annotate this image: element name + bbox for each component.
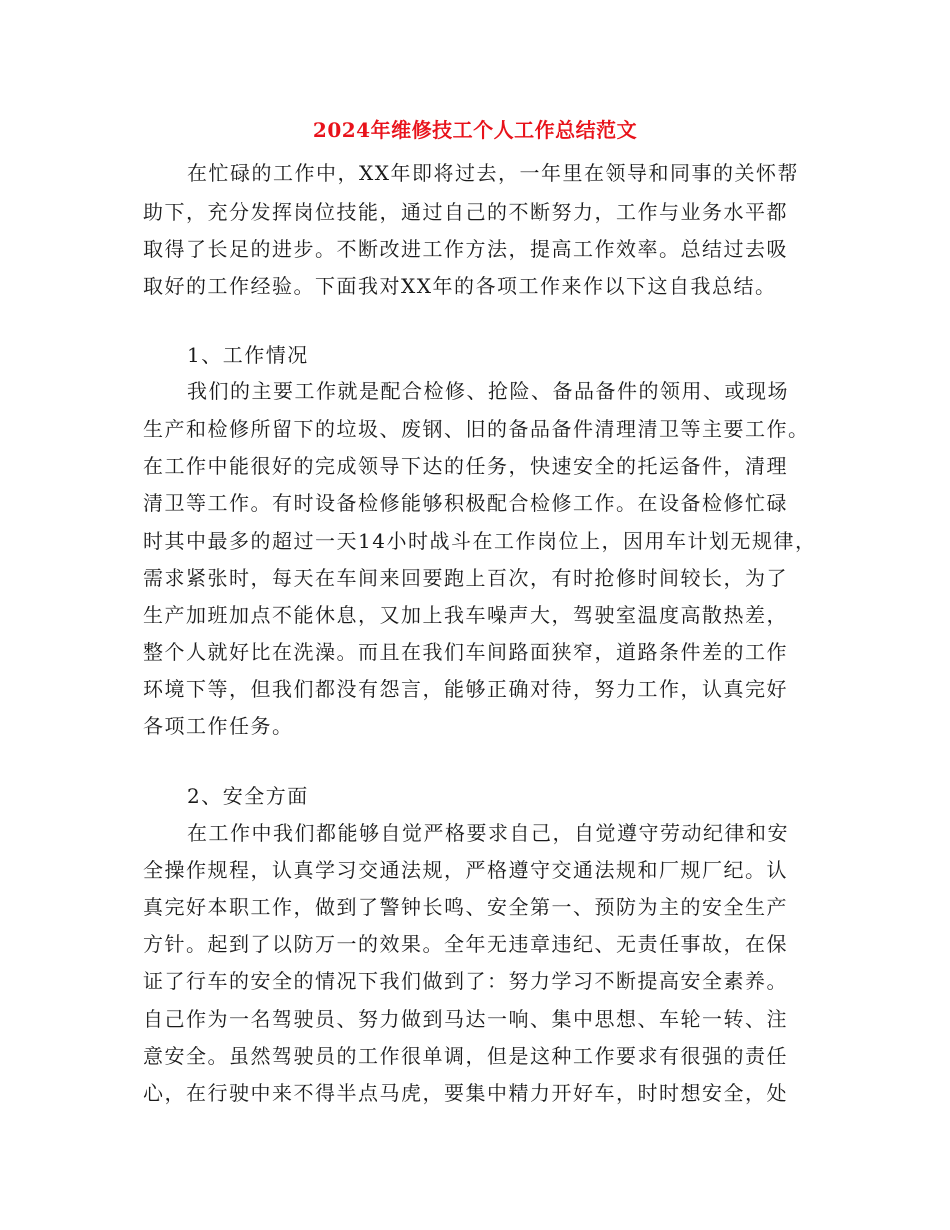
section2-line: 心，在行驶中来不得半点马虎，要集中精力开好车，时时想安全，处 [143, 1081, 788, 1105]
intro-line-3: 取得了长足的进步。不断改进工作方法，提高工作效率。总结过去吸 [143, 237, 788, 261]
section1-line: 生产和检修所留下的垃圾、废钢、旧的备品备件清理清卫等主要工作。 [143, 417, 810, 441]
intro-line-2: 助下，充分发挥岗位技能，通过自己的不断努力，工作与业务水平都 [143, 200, 788, 224]
section2-line: 在工作中我们都能够自觉严格要求自己，自觉遵守劳动纪律和安 [187, 821, 789, 845]
section1-line: 我们的主要工作就是配合检修、抢险、备品备件的领用、或现场 [187, 379, 789, 403]
intro-line-1: 在忙碌的工作中，XX年即将过去，一年里在领导和同事的关怀帮 [187, 161, 799, 185]
section1-line: 整个人就好比在洗澡。而且在我们车间路面狭窄，道路条件差的工作 [143, 640, 788, 664]
section1-line: 需求紧张时，每天在车间来回要跑上百次，有时抢修时间较长，为了 [143, 566, 788, 590]
section1-line: 在工作中能很好的完成领导下达的任务，快速安全的托运备件，清理 [143, 454, 788, 478]
section2-heading: 2、安全方面 [187, 784, 309, 808]
section1-line: 各项工作任务。 [143, 714, 294, 738]
section2-line: 意安全。虽然驾驶员的工作很单调，但是这种工作要求有很强的责任 [143, 1044, 788, 1068]
section1-heading: 1、工作情况 [187, 343, 309, 367]
section1-line: 环境下等，但我们都没有怨言，能够正确对待，努力工作，认真完好 [143, 677, 788, 701]
section1-line: 时其中最多的超过一天14小时战斗在工作岗位上，因用车计划无规律， [143, 529, 817, 553]
section2-line: 证了行车的安全的情况下我们做到了：努力学习不断提高安全素养。 [143, 969, 788, 993]
intro-line-4: 取好的工作经验。下面我对XX年的各项工作来作以下这自我总结。 [143, 274, 777, 298]
section2-line: 自己作为一名驾驶员、努力做到马达一响、集中思想、车轮一转、注 [143, 1007, 788, 1031]
section1-line: 清卫等工作。有时设备检修能够积极配合检修工作。在设备检修忙碌 [143, 491, 788, 515]
section2-line: 真完好本职工作，做到了警钟长鸣、安全第一、预防为主的安全生产 [143, 895, 788, 919]
section2-line: 全操作规程，认真学习交通法规，严格遵守交通法规和厂规厂纪。认 [143, 858, 788, 882]
section1-line: 生产加班加点不能休息，又加上我车噪声大，驾驶室温度高散热差， [143, 603, 788, 627]
document-title: 2024年维修技工个人工作总结范文 [312, 118, 638, 142]
section2-line: 方针。起到了以防万一的效果。全年无违章违纪、无责任事故，在保 [143, 932, 788, 956]
